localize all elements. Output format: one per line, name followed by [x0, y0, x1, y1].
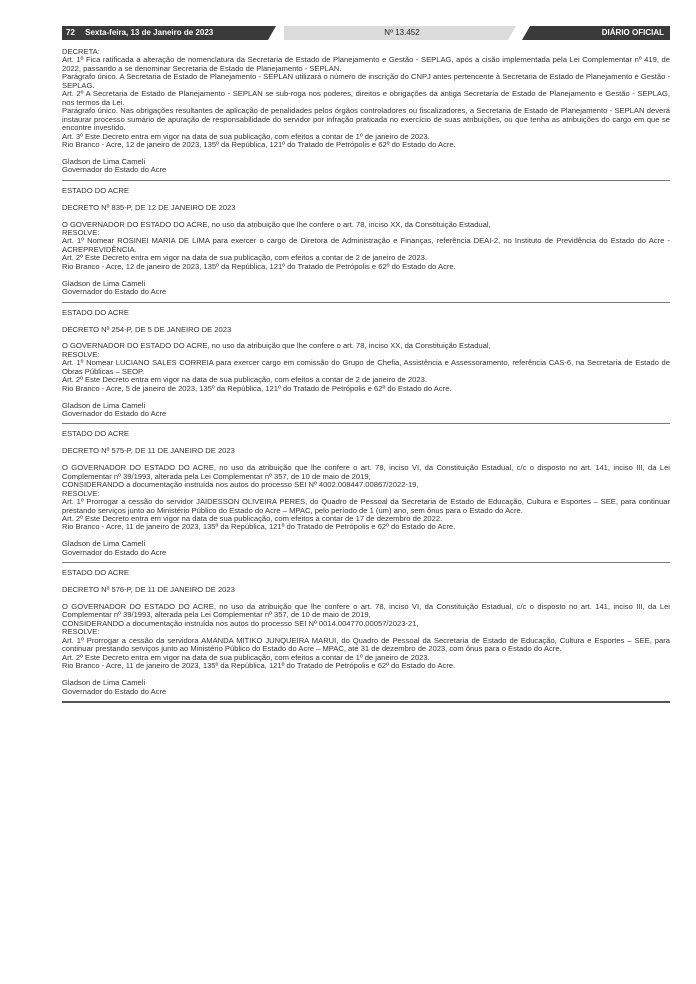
decree-line: Art. 1º Nomear ROSINEI MARIA DE LIMA para exercer o cargo de Diretora de Administração e Finanças, referência DEAI-2, no Instituto de Previdência do Estado do Acre - ACREPREVIDÊNCIA. — [62, 236, 670, 254]
decree-line: Art. 1º Prorrogar a cessão do servidor JAIDESSON OLIVEIRA PERES, do Quadro de Pessoal da Secretaria de Estado de Educação, Cultura e Esportes – SEE, para continuar prestando serviços junto ao Ministério Público do Estado do Acre – MPAC, pelo período de 1 (um) ano, sem ônus para o Estado do Acre. — [62, 497, 670, 515]
state-heading: ESTADO DO ACRE — [62, 429, 129, 439]
newspaper-page — [62, 26, 670, 709]
decree-line: Art. 2º Este Decreto entra em vigor na data de sua publicação, com efeitos a contar de 2 de janeiro de 2023. — [62, 253, 427, 263]
decree-line: RESOLVE: — [62, 349, 100, 359]
section-divider — [62, 562, 670, 563]
decree-line: Rio Branco - Acre, 11 de janeiro de 2023, 135º da República, 121º do Tratado de Petrópolis e 62º do Estado do Acre. — [62, 661, 456, 671]
decree-title: DECRETO Nº 575-P, DE 11 DE JANEIRO DE 2023 — [62, 446, 235, 456]
page-header — [62, 26, 670, 40]
signer-name: Gladson de Lima Cameli — [62, 278, 146, 288]
section-divider — [62, 180, 670, 181]
decree-254 — [62, 309, 670, 419]
decree-line: Art. 2º Este Decreto entra em vigor na data de sua publicação, com efeitos a contar de 17 de dezembro de 2022. — [62, 513, 443, 523]
decree-title: DECRETO Nº 835-P, DE 12 DE JANEIRO DE 2023 — [62, 202, 236, 212]
decree-line: Art. 3º Este Decreto entra em vigor na data de sua publicação, com efeitos a contar de 1º de janeiro de 2023. — [62, 131, 430, 141]
issue-date: Sexta-feira, 13 de Janeiro de 2023 — [85, 28, 214, 37]
header-left — [66, 26, 213, 40]
signer-title: Governador do Estado do Acre — [62, 547, 167, 557]
decree-line: Art. 1º Nomear LUCIANO SALES CORREIA para exercer cargo em comissão do Grupo de Chefia, Assistência e Assessoramento, referência CAS-6, na Secretaria de Estado de Obras Públicas – SEOP. — [62, 358, 670, 376]
signer-title: Governador do Estado do Acre — [62, 686, 167, 696]
page-end-rule — [62, 701, 670, 703]
decree-835 — [62, 187, 670, 297]
decree-line: Art. 2º Este Decreto entra em vigor na data de sua publicação, com efeitos a contar de 1º de janeiro de 2023. — [62, 652, 430, 662]
state-heading: ESTADO DO ACRE — [62, 307, 129, 317]
signer-title: Governador do Estado do Acre — [62, 409, 167, 419]
decree-line: Parágrafo único. A Secretaria de Estado de Planejamento - SEPLAN utilizará o número de inscrição do CNPJ antes pertencente à Secretaria de Estado de Planejamento e Gestão - SEPLAG. — [62, 72, 670, 90]
signer-name: Gladson de Lima Cameli — [62, 678, 146, 688]
section-divider — [62, 302, 670, 303]
decree-line: Parágrafo único. Nas obrigações resultantes de aplicação de penalidades pelos órgãos controladores ou fiscalizadores, a Secretaria de Estado de Planejamento - SEPLAN deverá instaurar processo sumário de apuração de responsabilidade do servidor por infração praticada no exercício de suas atribuições, ou que tenha as atribuições do cargo em que se encontre investido. — [62, 106, 670, 133]
decree-line: Art. 2º Este Decreto entra em vigor na data de sua publicação, com efeitos a contar de 2 de janeiro de 2023. — [62, 375, 427, 385]
decree-line: Rio Branco - Acre, 12 de janeiro de 2023, 135º da República, 121º do Tratado de Petrópolis e 62º do Estado do Acre. — [62, 261, 456, 271]
state-heading: ESTADO DO ACRE — [62, 568, 129, 578]
state-heading: ESTADO DO ACRE — [62, 185, 129, 195]
decree-line: RESOLVE: — [62, 488, 100, 498]
decree-line: CONSIDERANDO a documentação instruída nos autos do processo SEI Nº 4002.008447.00867/2022-19, — [62, 480, 419, 490]
decree-line: CONSIDERANDO a documentação instruída nos autos do processo SEI Nº 0014.004770.00057/2023-21, — [62, 618, 419, 628]
decree-576 — [62, 569, 670, 696]
decree-575 — [62, 430, 670, 557]
signer-title: Governador do Estado do Acre — [62, 165, 167, 175]
decree-title: DECRETO Nº 576-P, DE 11 DE JANEIRO DE 2023 — [62, 585, 235, 595]
decree-continuation — [62, 48, 670, 175]
section-divider — [62, 423, 670, 424]
decree-line: RESOLVE: — [62, 627, 100, 637]
decree-line: Rio Branco - Acre, 5 de janeiro de 2023, 135º da República, 121º do Tratado de Petrópolis e 62º do Estado do Acre. — [62, 383, 452, 393]
publication-name: DIÁRIO OFICIAL — [601, 28, 664, 37]
decree-line: O GOVERNADOR DO ESTADO DO ACRE, no uso da atribuição que lhe confere o art. 78, inciso VI, da Constituição Estadual, c/c o disposto no art. 141, inciso III, da Lei Complementar nº 39/1993, alterada pela Lei Complementar nº 357, de 10 de maio de 2019, — [62, 602, 670, 620]
signer-name: Gladson de Lima Cameli — [62, 156, 146, 166]
decree-line: O GOVERNADOR DO ESTADO DO ACRE, no uso da atribuição que lhe confere o art. 78, inciso XX, da Constituição Estadual, — [62, 219, 491, 229]
signer-name: Gladson de Lima Cameli — [62, 400, 146, 410]
decree-line: RESOLVE: — [62, 228, 100, 238]
decree-line: Art. 1º Fica ratificada a alteração de nomenclatura da Secretaria de Estado de Planejamento e Gestão - SEPLAG, após a cisão implementada pela Lei Complementar nº 419, de 2022, passando a se denominar Secretaria de Estado de Planejamento - SEPLAN. — [62, 55, 670, 73]
decree-line: Art. 1º Prorrogar a cessão da servidora AMANDA MITIKO JUNQUEIRA MARUI, do Quadro de Pessoal da Secretaria de Estado de Educação, Cultura e Esportes – SEE, para continuar prestando serviços junto ao Ministério Público do Estado do Acre – MPAC, até 31 de dezembro de 2023, com ônus para o Estado do Acre. — [62, 635, 670, 654]
signer-name: Gladson de Lima Cameli — [62, 539, 146, 549]
signer-title: Governador do Estado do Acre — [62, 287, 167, 297]
decree-line: Art. 2º A Secretaria de Estado de Planejamento - SEPLAN se sub-roga nos poderes, direitos e obrigações da antiga Secretaria de Estado de Planejamento e Gestão - SEPLAG, nos termos da Lei. — [62, 89, 670, 107]
decree-line: Rio Branco - Acre, 11 de janeiro de 2023, 135º da República, 121º do Tratado de Petrópolis e 62º do Estado do Acre. — [62, 522, 456, 532]
decree-line: Rio Branco - Acre, 12 de janeiro de 2023, 135º da República, 121º do Tratado de Petrópolis e 62º do Estado do Acre. — [62, 139, 456, 149]
edition-number: Nº 13.452 — [284, 26, 520, 40]
decree-line: DECRETA: — [62, 47, 100, 56]
decree-title: DECRETO Nº 254-P, DE 5 DE JANEIRO DE 2023 — [62, 324, 232, 334]
page-number: 72 — [66, 28, 75, 37]
decree-line: O GOVERNADOR DO ESTADO DO ACRE, no uso da atribuição que lhe confere o art. 78, inciso VI, da Constituição Estadual, c/c o disposto no art. 141, inciso III, da Lei Complementar nº 39/1993, alterada pela Lei Complementar nº 357, de 10 de maio de 2019, — [62, 463, 670, 481]
decree-line: O GOVERNADOR DO ESTADO DO ACRE, no uso da atribuição que lhe confere o art. 78, inciso XX, da Constituição Estadual, — [62, 341, 491, 351]
